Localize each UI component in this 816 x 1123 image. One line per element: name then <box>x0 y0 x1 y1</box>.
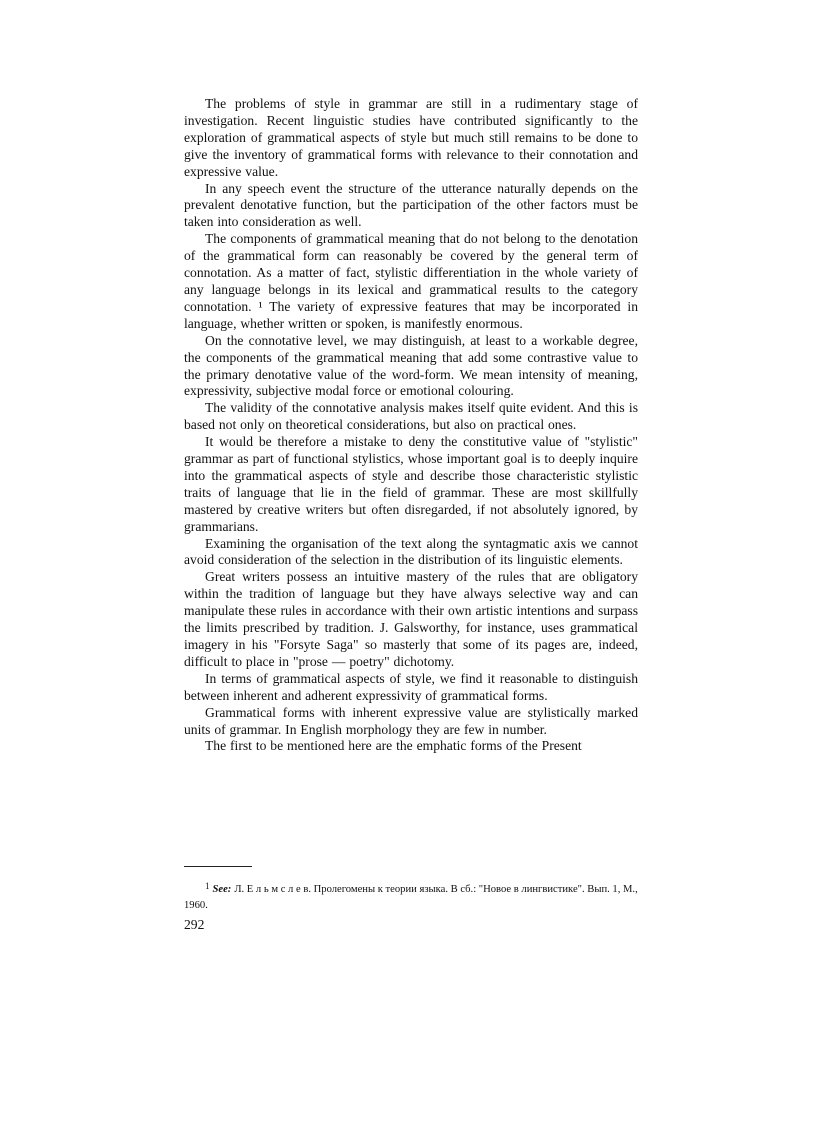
paragraph-10: Grammatical forms with inherent expressive value are stylistically marked units of grammar. In English morphology they are few in number. <box>184 704 638 737</box>
footnote-divider <box>184 866 252 867</box>
paragraph-3: The components of grammatical meaning that do not belong to the denotation of the grammatical form can reasonably be covered by the general term of connotation. As a matter of fact, stylistic differentiation in the whole variety of any language belongs in its lexical and grammatical results to the category connotation. ¹ The variety of expressive features that may be incorporated in language, whether written or spoken, is manifestly enormous. <box>184 231 638 331</box>
paragraph-1: The problems of style in grammar are still in a rudimentary stage of investigation. Recent linguistic studies have contributed significantly to the exploration of grammatical aspects of style but much still remains to be done to give the inventory of grammatical forms with relevance to their connotation and expressive value. <box>184 96 638 179</box>
page-number: 292 <box>184 917 205 932</box>
body-text <box>184 96 638 755</box>
footnote-text: Л. Е л ь м с л е в. Пролегомены к теории языка. В сб.: "Новое в лингвистике". Вып. 1, М., 1960. <box>184 884 638 911</box>
footnote-mark: 1 <box>205 881 210 891</box>
paragraph-2: In any speech event the structure of the utterance naturally depends on the prevalent denotative function, but the participation of the other factors must be taken into consideration as well. <box>184 180 638 230</box>
paragraph-5: The validity of the connotative analysis makes itself quite evident. And this is based not only on theoretical considerations, but also on practical ones. <box>184 400 638 433</box>
footnote-see-label: See: <box>212 884 232 895</box>
paragraph-11: The first to be mentioned here are the emphatic forms of the Present <box>205 738 582 754</box>
footnote <box>184 878 638 914</box>
paragraph-9: In terms of grammatical aspects of style, we find it reasonable to distinguish between inherent and adherent expressivity of grammatical forms. <box>184 670 638 703</box>
paragraph-4: On the connotative level, we may distinguish, at least to a workable degree, the components of the grammatical meaning that add some contrastive value to the primary denotative value of the word-form. We mean intensity of meaning, expressivity, subjective modal force or emotional colouring. <box>184 332 638 399</box>
paragraph-6: It would be therefore a mistake to deny the constitutive value of "stylistic" grammar as part of functional stylistics, whose important goal is to deeply inquire into the grammatical aspects of style and describe those characteristic stylistic traits of language that lie in the field of grammar. These are most skillfully mastered by creative writers but often disregarded, if not absolutely ignored, by grammarians. <box>184 434 638 534</box>
paragraph-7: Examining the organisation of the text along the syntagmatic axis we cannot avoid consideration of the selection in the distribution of its linguistic elements. <box>184 535 638 568</box>
paragraph-8: Great writers possess an intuitive mastery of the rules that are obligatory within the tradition of language but they have always selective way and can manipulate these rules in accordance with their own artistic intentions and surpass the limits prescribed by tradition. J. Galsworthy, for instance, uses grammatical imagery in his "Forsyte Saga" so masterly that some of its pages are, indeed, difficult to place in "prose — poetry" dichotomy. <box>184 569 638 669</box>
